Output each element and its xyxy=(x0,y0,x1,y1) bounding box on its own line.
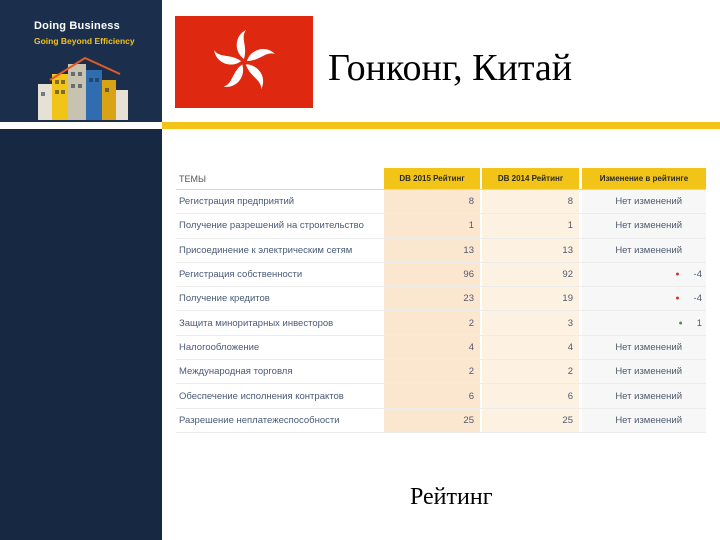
topic-cell: Получение кредитов xyxy=(179,293,270,305)
rank-2014-cell: 8 xyxy=(482,190,579,213)
header-rank-2015: DB 2015 Рейтинг xyxy=(384,168,480,189)
sidebar-divider xyxy=(0,122,162,129)
table-row xyxy=(176,384,706,408)
header-divider xyxy=(162,122,720,129)
rank-2015-cell: 6 xyxy=(384,384,480,407)
topic-cell: Международная торговля xyxy=(179,366,293,378)
rank-2015-cell: 1 xyxy=(384,214,480,237)
topic-cell: Налогообложение xyxy=(179,341,260,353)
rank-2015-cell: 4 xyxy=(384,336,480,359)
header-rank-2014: DB 2014 Рейтинг xyxy=(482,168,579,189)
table-row xyxy=(176,360,706,384)
change-cell: Нет изменений xyxy=(582,190,706,213)
change-value: -4 xyxy=(693,293,702,305)
change-cell xyxy=(582,311,706,334)
rank-down-icon: ● xyxy=(675,295,680,303)
rank-2014-cell: 1 xyxy=(482,214,579,237)
rank-2014-cell: 19 xyxy=(482,287,579,310)
caption: Рейтинг xyxy=(410,484,493,510)
rank-2015-cell: 25 xyxy=(384,409,480,432)
change-delta xyxy=(675,293,702,304)
rank-2014-cell: 92 xyxy=(482,263,579,286)
table-row xyxy=(176,190,706,214)
table-row xyxy=(176,311,706,335)
rank-2014-cell: 2 xyxy=(482,360,579,383)
rank-2015-cell: 2 xyxy=(384,311,480,334)
table-row xyxy=(176,409,706,433)
table-header-row xyxy=(176,168,706,190)
change-cell: Нет изменений xyxy=(582,360,706,383)
table-row xyxy=(176,336,706,360)
table-row xyxy=(176,287,706,311)
rank-2014-cell: 13 xyxy=(482,239,579,262)
rank-2014-cell: 4 xyxy=(482,336,579,359)
rank-down-icon: ● xyxy=(675,271,680,279)
topic-cell: Присоединение к электрическим сетям xyxy=(179,244,353,256)
brand-title: Doing Business xyxy=(34,20,120,32)
change-value: 1 xyxy=(696,317,702,329)
table-row xyxy=(176,214,706,238)
change-value: -4 xyxy=(693,269,702,281)
page-title: Гонконг, Китай xyxy=(328,47,573,89)
table-row xyxy=(176,263,706,287)
change-cell: Нет изменений xyxy=(582,409,706,432)
topic-cell: Обеспечение исполнения контрактов xyxy=(179,390,344,402)
change-delta xyxy=(675,269,702,280)
change-cell: Нет изменений xyxy=(582,214,706,237)
building-logo-icon xyxy=(30,50,140,124)
ranking-table xyxy=(176,168,706,433)
rank-2015-cell: 13 xyxy=(384,239,480,262)
change-cell xyxy=(582,287,706,310)
sidebar xyxy=(0,0,162,540)
rank-2014-cell: 25 xyxy=(482,409,579,432)
topic-cell: Регистрация собственности xyxy=(179,269,303,281)
topic-cell: Получение разрешений на строительство xyxy=(179,220,364,232)
header-change: Изменение в рейтинге xyxy=(582,168,706,189)
change-cell: Нет изменений xyxy=(582,336,706,359)
rank-up-icon: ● xyxy=(678,319,683,327)
rank-2015-cell: 8 xyxy=(384,190,480,213)
topic-cell: Регистрация предприятий xyxy=(179,196,295,208)
topic-cell: Защита миноритарных инвесторов xyxy=(179,317,334,329)
topic-cell: Разрешение неплатежеспособности xyxy=(179,414,340,426)
change-cell: Нет изменений xyxy=(582,239,706,262)
rank-2015-cell: 96 xyxy=(384,263,480,286)
rank-2014-cell: 3 xyxy=(482,311,579,334)
header-topic: ТЕМЫ xyxy=(179,173,206,184)
rank-2014-cell: 6 xyxy=(482,384,579,407)
change-delta xyxy=(678,318,702,329)
table-row xyxy=(176,239,706,263)
rank-2015-cell: 23 xyxy=(384,287,480,310)
change-cell xyxy=(582,263,706,286)
brand-subtitle: Going Beyond Efficiency xyxy=(34,36,135,46)
change-cell: Нет изменений xyxy=(582,384,706,407)
hong-kong-flag-icon xyxy=(175,16,313,108)
rank-2015-cell: 2 xyxy=(384,360,480,383)
